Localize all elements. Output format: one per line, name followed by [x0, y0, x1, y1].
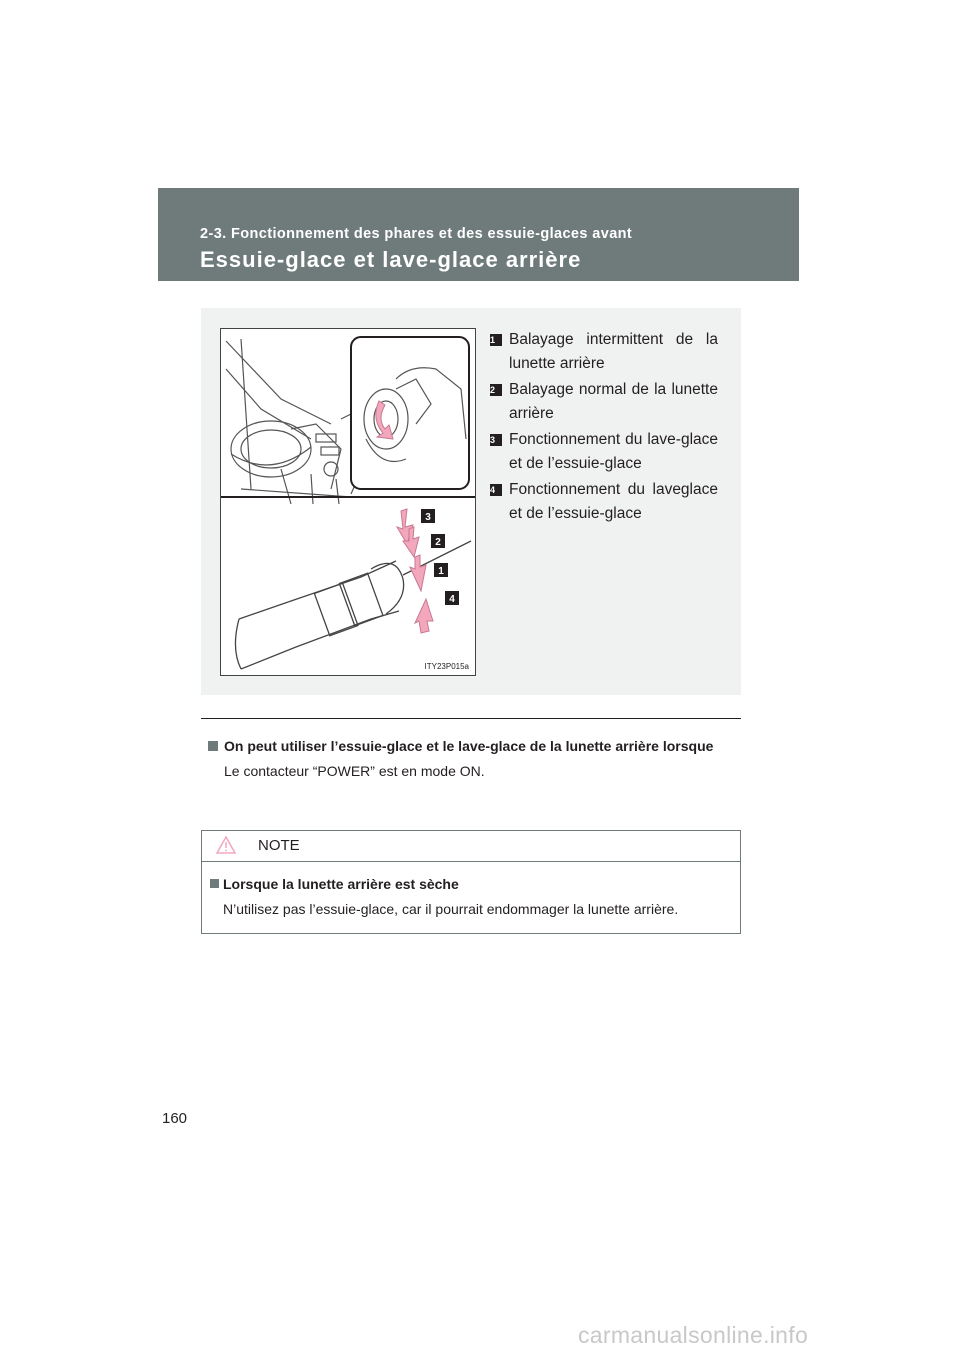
legend-number: 2: [490, 384, 502, 396]
legend-text: Balayage normal de la lunette arrière: [509, 381, 718, 422]
figure-legend: [489, 328, 718, 528]
section-header: [158, 188, 799, 281]
section-divider: [201, 718, 741, 719]
wiper-lever-illustration: [220, 328, 476, 676]
legend-item-3: [489, 428, 718, 476]
legend-text: Fonctionnement du laveglace et de l’essuie-glace: [509, 481, 718, 522]
warning-triangle-icon: [216, 836, 236, 854]
wiper-diagram-svg: [221, 329, 475, 675]
legend-text: Balayage intermittent de la lunette arrière: [509, 331, 718, 372]
legend-text: Fonctionnement du lave-glace et de l’essuie-glace: [509, 431, 718, 472]
legend-number: 3: [490, 434, 502, 446]
bullet-square-icon: [208, 741, 218, 751]
page-title: Essuie-glace et lave-glace arrière: [200, 247, 582, 272]
badge-4: 4: [449, 594, 455, 605]
bullet-square-icon: [210, 879, 219, 888]
section-breadcrumb: 2-3. Fonctionnement des phares et des essuie-glaces avant: [200, 226, 633, 242]
note-box: [201, 830, 741, 934]
page-number: 160: [162, 1110, 188, 1127]
note-item: [210, 875, 730, 919]
badge-1: 1: [438, 566, 444, 577]
figure-panel: [201, 308, 741, 695]
note-heading-text: Lorsque la lunette arrière est sèche: [223, 876, 459, 892]
legend-item-1: [489, 328, 718, 376]
info-block: [208, 737, 734, 781]
figure-code: ITY23P015a: [424, 662, 469, 671]
legend-number: 4: [490, 484, 502, 496]
info-body: Le contacteur “POWER” est en mode ON.: [224, 763, 485, 779]
info-heading: [208, 737, 734, 756]
note-label: NOTE: [258, 837, 300, 854]
watermark: carmanualsonline.info: [578, 1322, 809, 1348]
note-header: [202, 831, 740, 862]
info-heading-text: On peut utiliser l’essuie-glace et le lave-glace de la lunette arrière lorsque: [224, 738, 714, 754]
badge-3: 3: [425, 512, 431, 523]
legend-item-2: [489, 378, 718, 426]
legend-item-4: [489, 478, 718, 526]
legend-number: 1: [490, 334, 502, 346]
note-body: N’utilisez pas l’essuie-glace, car il pourrait endommager la lunette arrière.: [223, 901, 679, 917]
badge-2: 2: [435, 537, 441, 548]
note-heading: [210, 875, 730, 894]
